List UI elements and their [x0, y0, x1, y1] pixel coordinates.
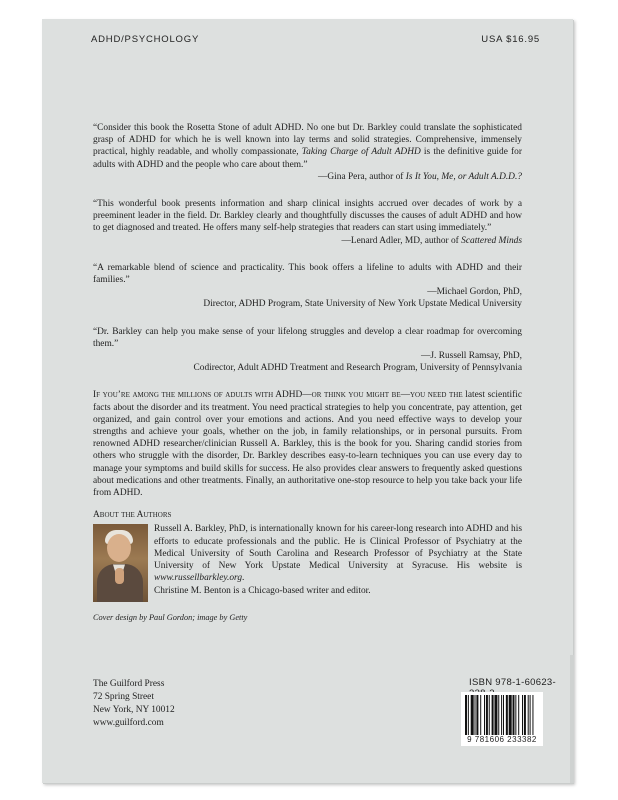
author-photo: [93, 524, 148, 602]
book-description: If you’re among the millions of adults with ADHD—or think you might be—you need the latest scientific facts about the disorder and its treatment. You need practical strategies to help you concentrate, pay attention, get organized, and gain control over your emotions and actions. And you need effective ways to develop your strengths and achieve your goals, whether on the job, in family relationships, or in personal pursuits. From renowned ADHD researcher/clinician Russell A. Barkley, this is the book for you. Sharing candid stories from others who struggle with the disorder, Dr. Barkley describes easy-to-learn techniques you can use every day to manage your symptoms and build skills for success. He also provides clear answers to frequently asked questions about medications and other treatments. Finally, an authoritative one-stop resource to help you take back your life from ADHD.: [93, 390, 522, 499]
barcode: [461, 692, 543, 746]
quote-affiliation: Codirector, Adult ADHD Treatment and Research Program, University of Pennsylvania: [193, 363, 522, 374]
isbn-label: ISBN 978-1-60623-: [469, 677, 556, 688]
book-back-cover: [42, 19, 573, 783]
quote-attribution: —Gina Pera, author of Is It You, Me, or Adult A.D.D.?: [318, 171, 522, 182]
cover-content: [93, 122, 522, 625]
benton-bio: Christine M. Benton is a Chicago-based writer and editor.: [154, 585, 371, 596]
about-authors-heading: About the Authors: [93, 510, 172, 521]
barcode-number: 9 781606 233382: [467, 735, 537, 744]
category-label: ADHD/PSYCHOLOGY: [91, 34, 200, 45]
cover-edge: [570, 655, 574, 783]
endorsement-quote: “A remarkable blend of science and practicality. This book offers a lifeline to adults with ADHD and their families.” —Michael Gordon, PhD, Director, ADHD Program, State University of New York Upstate Medical University: [93, 262, 522, 310]
endorsement-quote: “Consider this book the Rosetta Stone of adult ADHD. No one but Dr. Barkley could translate the sophisticated grasp of ADHD for which he is well known into lay terms and solid strategies. Comprehensive, immensely practical, highly readable, and wholly compassionate, Taking Charge of Adult ADHD is the definitive guide for adults with ADHD and the people who care about them.” —Gina Pera, author of Is It You, Me, or Adult A.D.D.?: [93, 123, 522, 182]
endorsement-quote: “Dr. Barkley can help you make sense of your lifelong struggles and develop a clear roadmap for overcoming them.” —J. Russell Ramsay, PhD, Codirector, Adult ADHD Treatment and Research Program, University of Pennsylvania: [93, 326, 522, 374]
price-label: USA $16.95: [481, 34, 540, 45]
endorsement-quote: “This wonderful book presents information and sharp clinical insights accrued over decades of work by a preeminent leader in the field. Dr. Barkley clearly and thoughtfully discusses the causes of adult ADHD and how to get diagnosed and treated. He offers many self-help strategies that readers can start using immediately.” —Lenard Adler, MD, author of Scattered Minds: [93, 199, 522, 246]
publisher-block: The Guilford Press 72 Spring Street New York, NY 10012 www.guilford.com: [93, 679, 175, 728]
barkley-bio: Russell A. Barkley, PhD, is internationally known for his career-long research into ADHD and his efforts to educate professionals and the public. He is Clinical Professor of Psychiatry at the Medical University of South Carolina and Research Professor of Psychiatry at the State University of New York Upstate Medical University at Syracuse. His website is www.russellbarkley.org.: [154, 524, 522, 584]
barcode-bars: [465, 695, 539, 735]
author-bio: [93, 523, 522, 602]
cover-credit: Cover design by Paul Gordon; image by Getty: [93, 613, 248, 623]
quote-affiliation: Director, ADHD Program, State University of New York Upstate Medical University: [203, 299, 522, 310]
quote-attribution: —Lenard Adler, MD, author of Scattered Minds: [341, 235, 522, 246]
quote-attribution: —Michael Gordon, PhD,: [427, 287, 522, 298]
publisher-website-link[interactable]: www.guilford.com: [93, 718, 164, 728]
quote-attribution: —J. Russell Ramsay, PhD,: [421, 351, 522, 362]
author-website-link[interactable]: www.russellbarkley.org: [154, 573, 243, 584]
